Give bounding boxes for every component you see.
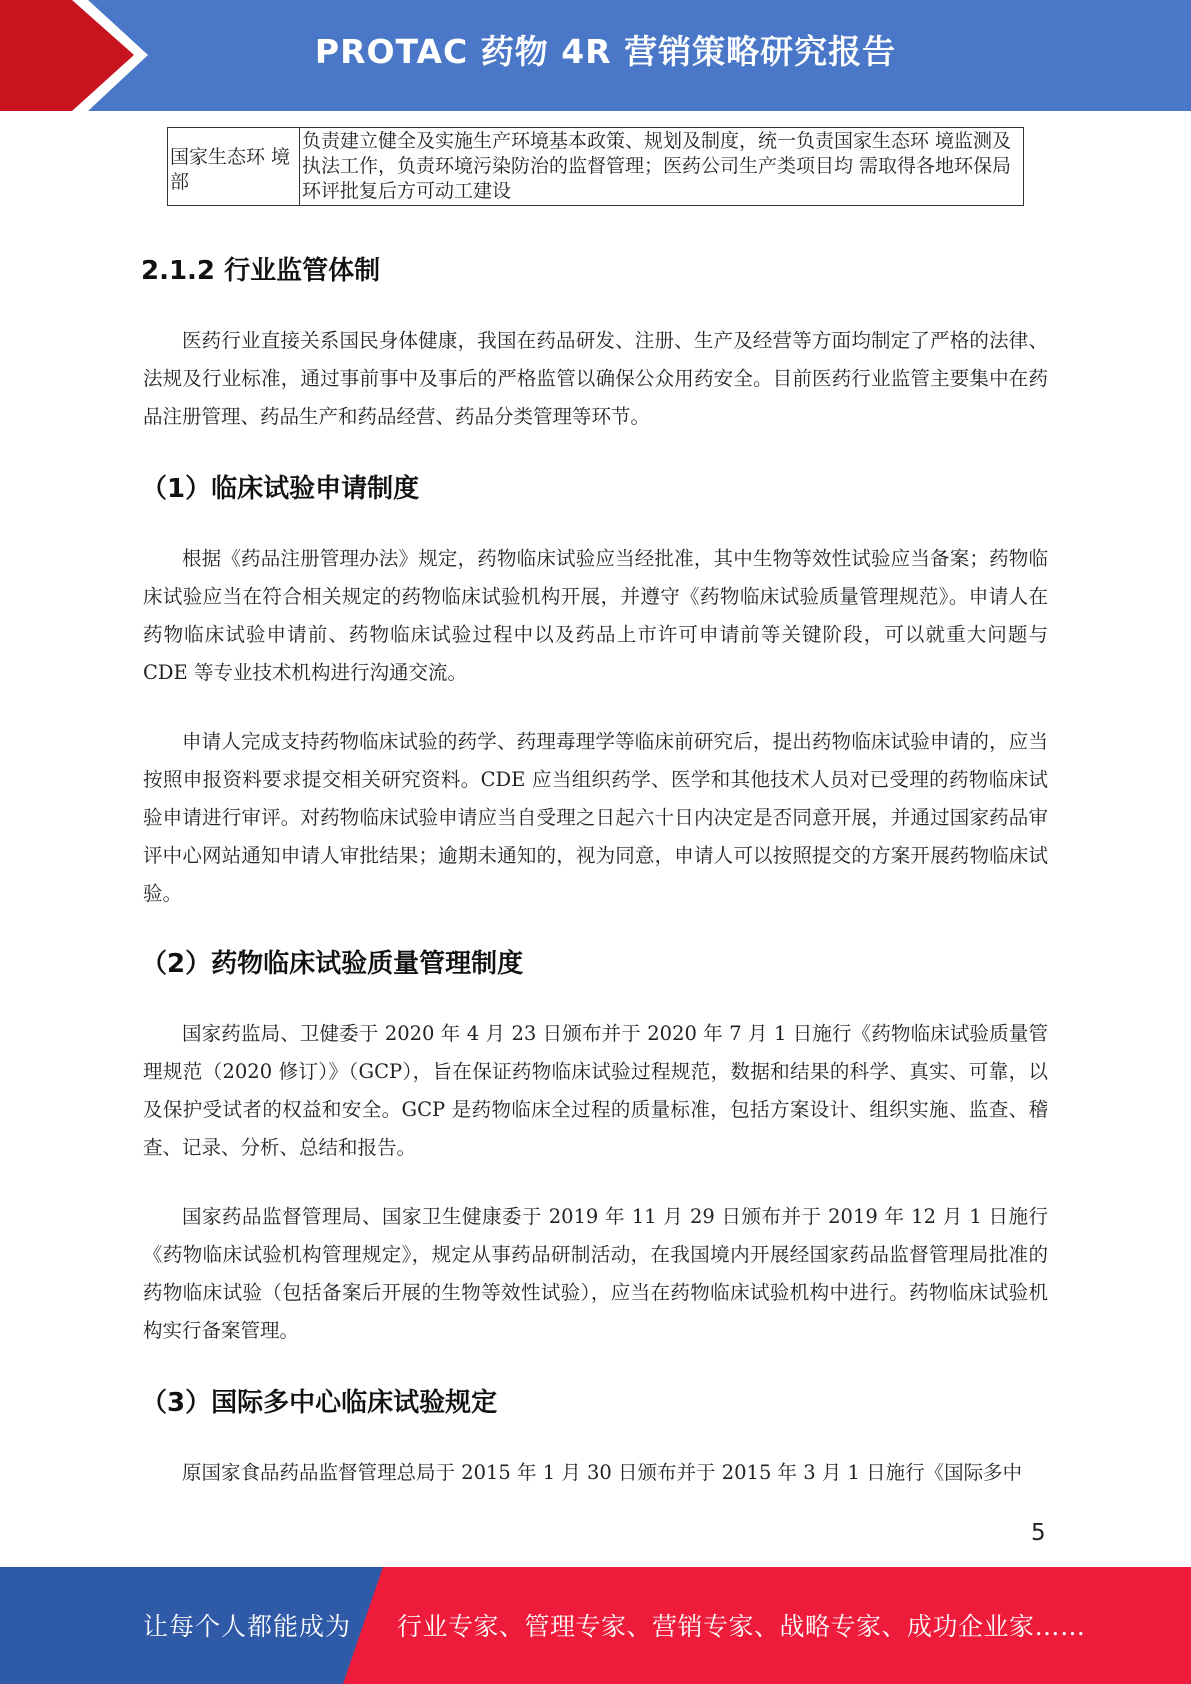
table-row [168, 128, 1024, 206]
paragraph: 原国家食品药品监督管理总局于 2015 年 1 月 30 日颁布并于 2015 年 3 月 1 日施行《国际多中 [182, 1461, 1023, 1484]
paragraph: 申请人完成支持药物临床试验的药学、药理毒理学等临床前研究后，提出药物临床试验申请的，应当按照申报资料要求提交相关研究资料。CDE 应当组织药学、医学和其他技术人员对已受理的药物临床试验申请进行审评。对药物临床试验申请应当自受理之日起六十日内决定是否同意开展，并通过国家药品审评中心网站通知申请人审批结果；逾期未通知的，视为同意，申请人可以按照提交的方案开展药物临床试验。 [143, 730, 1048, 905]
paragraph: 医药行业直接关系国民身体健康，我国在药品研发、注册、生产及经营等方面均制定了严格的法律、法规及行业标准，通过事前事中及事后的严格监管以确保公众用药安全。目前医药行业监管主要集中在药品注册管理、药品生产和药品经营、药品分类管理等环节。 [143, 329, 1048, 428]
footer-slogan-right: 行业专家、管理专家、营销专家、战略专家、成功企业家…… [397, 1612, 1086, 1641]
section-heading-2-1-2: 2.1.2 行业监管体制 [141, 256, 381, 286]
table-cell-agency: 国家生态环 境部 [168, 128, 300, 206]
table-cell-duty: 负责建立健全及实施生产环境基本政策、规划及制度，统一负责国家生态环 境监测及执法工作，负责环境污染防治的监督管理；医药公司生产类项目均 需取得各地环保局环评批复后方可动工建设 [300, 128, 1024, 206]
subheading-clinical-trial-application: （1）临床试验申请制度 [141, 474, 420, 504]
report-title: PROTAC 药物 4R 营销策略研究报告 [314, 32, 897, 71]
page-header [0, 0, 1191, 111]
page-footer [0, 1567, 1191, 1684]
footer-slogan-left: 让每个人都能成为 [143, 1612, 352, 1641]
regulatory-table [167, 127, 1024, 206]
subheading-international-multicenter: （3）国际多中心临床试验规定 [141, 1388, 498, 1418]
page-number: 5 [1031, 1520, 1046, 1546]
paragraph: 国家药监局、卫健委于 2020 年 4 月 23 日颁布并于 2020 年 7 月 1 日施行《药物临床试验质量管理规范（2020 修订）》（GCP），旨在保证药物临床试验过程规范，数据和结果的科学、真实、可靠，以及保护受试者的权益和安全。GCP 是药物临床全过程的质量标准，包括方案设计、组织实施、监查、稽查、记录、分析、总结和报告。 [143, 1022, 1048, 1159]
paragraph: 国家药品监督管理局、国家卫生健康委于 2019 年 11 月 29 日颁布并于 2019 年 12 月 1 日施行《药物临床试验机构管理规定》，规定从事药品研制活动，在我国境内开展经国家药品监督管理局批准的药物临床试验（包括备案后开展的生物等效性试验），应当在药物临床试验机构中进行。药物临床试验机构实行备案管理。 [143, 1205, 1048, 1342]
paragraph: 根据《药品注册管理办法》规定，药物临床试验应当经批准，其中生物等效性试验应当备案；药物临床试验应当在符合相关规定的药物临床试验机构开展，并遵守《药物临床试验质量管理规范》。申请人在药物临床试验申请前、药物临床试验过程中以及药品上市许可申请前等关键阶段，可以就重大问题与 CDE 等专业技术机构进行沟通交流。 [143, 547, 1048, 684]
subheading-gcp: （2）药物临床试验质量管理制度 [141, 949, 524, 979]
